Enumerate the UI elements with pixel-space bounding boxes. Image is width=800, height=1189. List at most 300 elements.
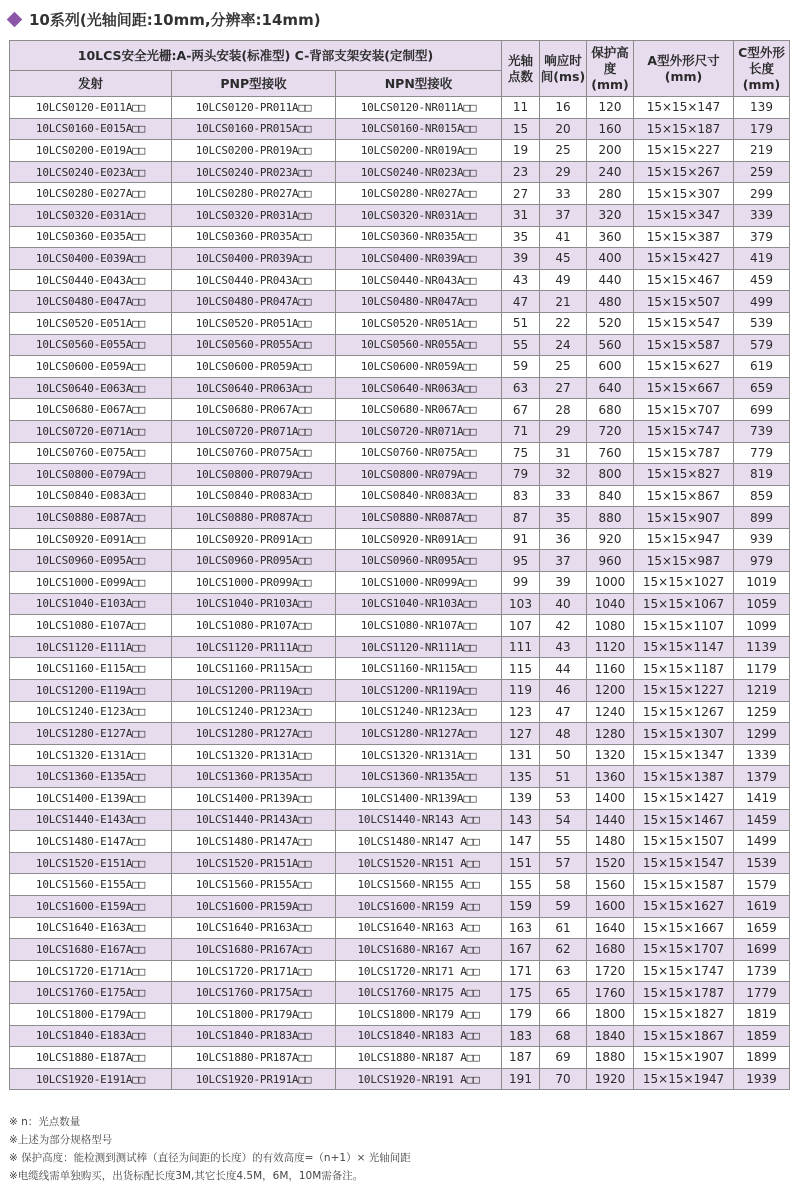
cell-response-time: 33	[540, 183, 587, 205]
cell-emitter-model: 10LCS0960-E095A□□	[10, 550, 172, 572]
table-row	[10, 485, 790, 507]
cell-a-size: 15×15×1147	[634, 636, 734, 658]
cell-response-time: 43	[540, 636, 587, 658]
cell-protect-height: 1080	[587, 615, 634, 637]
cell-npn-model: 10LCS1560-NR155 A□□	[336, 874, 502, 896]
cell-protect-height: 1120	[587, 636, 634, 658]
cell-pnp-model: 10LCS1720-PR171A□□	[172, 960, 336, 982]
cell-pnp-model: 10LCS0400-PR039A□□	[172, 248, 336, 270]
cell-a-size: 15×15×1787	[634, 982, 734, 1004]
footnote: ※上述为部分规格型号	[9, 1134, 113, 1146]
header-npn: NPN型接收	[336, 71, 502, 97]
cell-response-time: 29	[540, 420, 587, 442]
cell-protect-height: 1320	[587, 744, 634, 766]
header-c-length: C型外形长度(mm)	[734, 41, 790, 97]
cell-c-length: 459	[734, 269, 790, 291]
cell-response-time: 45	[540, 248, 587, 270]
cell-protect-height: 1480	[587, 831, 634, 853]
table-row	[10, 377, 790, 399]
cell-c-length: 1819	[734, 1003, 790, 1025]
cell-npn-model: 10LCS1280-NR127A□□	[336, 723, 502, 745]
cell-pnp-model: 10LCS1320-PR131A□□	[172, 744, 336, 766]
cell-points: 187	[502, 1047, 540, 1069]
spec-table	[9, 40, 790, 1090]
cell-pnp-model: 10LCS0800-PR079A□□	[172, 464, 336, 486]
cell-pnp-model: 10LCS0840-PR083A□□	[172, 485, 336, 507]
cell-c-length: 179	[734, 118, 790, 140]
cell-emitter-model: 10LCS0120-E011A□□	[10, 97, 172, 119]
cell-npn-model: 10LCS0920-NR091A□□	[336, 528, 502, 550]
table-row	[10, 960, 790, 982]
cell-protect-height: 1640	[587, 917, 634, 939]
footnote: ※ 保护高度：能检测到测试棒（直径为间距的长度）的有效高度=（n+1）× 光轴间距	[9, 1152, 411, 1164]
cell-response-time: 24	[540, 334, 587, 356]
table-row	[10, 442, 790, 464]
cell-pnp-model: 10LCS1680-PR167A□□	[172, 939, 336, 961]
cell-points: 55	[502, 334, 540, 356]
cell-response-time: 50	[540, 744, 587, 766]
page-title	[6, 6, 321, 32]
cell-response-time: 21	[540, 291, 587, 313]
cell-a-size: 15×15×1827	[634, 1003, 734, 1025]
cell-pnp-model: 10LCS0920-PR091A□□	[172, 528, 336, 550]
cell-protect-height: 200	[587, 140, 634, 162]
cell-emitter-model: 10LCS1160-E115A□□	[10, 658, 172, 680]
cell-a-size: 15×15×1907	[634, 1047, 734, 1069]
cell-response-time: 25	[540, 356, 587, 378]
cell-a-size: 15×15×1427	[634, 788, 734, 810]
cell-protect-height: 880	[587, 507, 634, 529]
table-row	[10, 248, 790, 270]
cell-protect-height: 1800	[587, 1003, 634, 1025]
cell-pnp-model: 10LCS0520-PR051A□□	[172, 312, 336, 334]
cell-response-time: 33	[540, 485, 587, 507]
cell-a-size: 15×15×947	[634, 528, 734, 550]
cell-emitter-model: 10LCS0240-E023A□□	[10, 161, 172, 183]
cell-npn-model: 10LCS1040-NR103A□□	[336, 593, 502, 615]
cell-a-size: 15×15×1587	[634, 874, 734, 896]
cell-npn-model: 10LCS0680-NR067A□□	[336, 399, 502, 421]
cell-emitter-model: 10LCS1760-E175A□□	[10, 982, 172, 1004]
table-row	[10, 593, 790, 615]
cell-a-size: 15×15×1387	[634, 766, 734, 788]
cell-c-length: 419	[734, 248, 790, 270]
table-header	[10, 41, 790, 97]
cell-a-size: 15×15×1707	[634, 939, 734, 961]
cell-a-size: 15×15×1627	[634, 895, 734, 917]
cell-pnp-model: 10LCS1560-PR155A□□	[172, 874, 336, 896]
cell-response-time: 51	[540, 766, 587, 788]
cell-a-size: 15×15×227	[634, 140, 734, 162]
cell-a-size: 15×15×1667	[634, 917, 734, 939]
cell-response-time: 62	[540, 939, 587, 961]
cell-protect-height: 320	[587, 204, 634, 226]
cell-points: 183	[502, 1025, 540, 1047]
cell-pnp-model: 10LCS1520-PR151A□□	[172, 852, 336, 874]
cell-npn-model: 10LCS0880-NR087A□□	[336, 507, 502, 529]
cell-response-time: 65	[540, 982, 587, 1004]
cell-pnp-model: 10LCS1440-PR143A□□	[172, 809, 336, 831]
cell-protect-height: 560	[587, 334, 634, 356]
cell-pnp-model: 10LCS0880-PR087A□□	[172, 507, 336, 529]
cell-npn-model: 10LCS1200-NR119A□□	[336, 680, 502, 702]
table-row	[10, 1003, 790, 1025]
cell-pnp-model: 10LCS0320-PR031A□□	[172, 204, 336, 226]
cell-points: 167	[502, 939, 540, 961]
cell-emitter-model: 10LCS1360-E135A□□	[10, 766, 172, 788]
cell-npn-model: 10LCS1840-NR183 A□□	[336, 1025, 502, 1047]
table-row	[10, 1068, 790, 1090]
cell-response-time: 47	[540, 701, 587, 723]
cell-a-size: 15×15×747	[634, 420, 734, 442]
table-row	[10, 550, 790, 572]
cell-response-time: 63	[540, 960, 587, 982]
cell-protect-height: 1560	[587, 874, 634, 896]
cell-npn-model: 10LCS1680-NR167 A□□	[336, 939, 502, 961]
cell-npn-model: 10LCS0960-NR095A□□	[336, 550, 502, 572]
cell-emitter-model: 10LCS1520-E151A□□	[10, 852, 172, 874]
cell-response-time: 39	[540, 572, 587, 594]
cell-protect-height: 960	[587, 550, 634, 572]
cell-c-length: 1499	[734, 831, 790, 853]
cell-npn-model: 10LCS1720-NR171 A□□	[336, 960, 502, 982]
cell-a-size: 15×15×1307	[634, 723, 734, 745]
table-row	[10, 204, 790, 226]
cell-a-size: 15×15×267	[634, 161, 734, 183]
cell-protect-height: 1600	[587, 895, 634, 917]
table-row	[10, 701, 790, 723]
cell-a-size: 15×15×1467	[634, 809, 734, 831]
cell-c-length: 939	[734, 528, 790, 550]
cell-points: 147	[502, 831, 540, 853]
cell-c-length: 1659	[734, 917, 790, 939]
cell-response-time: 42	[540, 615, 587, 637]
cell-a-size: 15×15×347	[634, 204, 734, 226]
cell-npn-model: 10LCS0840-NR083A□□	[336, 485, 502, 507]
table-row	[10, 1025, 790, 1047]
cell-response-time: 61	[540, 917, 587, 939]
cell-protect-height: 1760	[587, 982, 634, 1004]
cell-pnp-model: 10LCS1480-PR147A□□	[172, 831, 336, 853]
cell-pnp-model: 10LCS0480-PR047A□□	[172, 291, 336, 313]
table-row	[10, 420, 790, 442]
header-protect-height: 保护高度(mm)	[587, 41, 634, 97]
cell-a-size: 15×15×867	[634, 485, 734, 507]
cell-protect-height: 360	[587, 226, 634, 248]
cell-npn-model: 10LCS1120-NR111A□□	[336, 636, 502, 658]
cell-emitter-model: 10LCS0520-E051A□□	[10, 312, 172, 334]
cell-pnp-model: 10LCS1600-PR159A□□	[172, 895, 336, 917]
cell-c-length: 1219	[734, 680, 790, 702]
table-row	[10, 809, 790, 831]
table-row	[10, 291, 790, 313]
cell-a-size: 15×15×147	[634, 97, 734, 119]
cell-a-size: 15×15×1267	[634, 701, 734, 723]
cell-protect-height: 1400	[587, 788, 634, 810]
table-row	[10, 895, 790, 917]
cell-points: 75	[502, 442, 540, 464]
cell-c-length: 1059	[734, 593, 790, 615]
cell-pnp-model: 10LCS1240-PR123A□□	[172, 701, 336, 723]
cell-protect-height: 1880	[587, 1047, 634, 1069]
cell-npn-model: 10LCS0400-NR039A□□	[336, 248, 502, 270]
cell-protect-height: 1680	[587, 939, 634, 961]
cell-a-size: 15×15×1547	[634, 852, 734, 874]
cell-c-length: 219	[734, 140, 790, 162]
cell-pnp-model: 10LCS1040-PR103A□□	[172, 593, 336, 615]
cell-emitter-model: 10LCS1840-E183A□□	[10, 1025, 172, 1047]
cell-emitter-model: 10LCS1320-E131A□□	[10, 744, 172, 766]
cell-protect-height: 440	[587, 269, 634, 291]
cell-response-time: 55	[540, 831, 587, 853]
cell-protect-height: 1240	[587, 701, 634, 723]
cell-npn-model: 10LCS0600-NR059A□□	[336, 356, 502, 378]
cell-pnp-model: 10LCS1080-PR107A□□	[172, 615, 336, 637]
cell-c-length: 779	[734, 442, 790, 464]
cell-response-time: 40	[540, 593, 587, 615]
cell-emitter-model: 10LCS0440-E043A□□	[10, 269, 172, 291]
cell-response-time: 37	[540, 550, 587, 572]
cell-npn-model: 10LCS0560-NR055A□□	[336, 334, 502, 356]
cell-response-time: 31	[540, 442, 587, 464]
cell-a-size: 15×15×787	[634, 442, 734, 464]
cell-pnp-model: 10LCS1160-PR115A□□	[172, 658, 336, 680]
cell-response-time: 70	[540, 1068, 587, 1090]
cell-protect-height: 600	[587, 356, 634, 378]
cell-emitter-model: 10LCS1000-E099A□□	[10, 572, 172, 594]
cell-c-length: 739	[734, 420, 790, 442]
cell-npn-model: 10LCS1920-NR191 A□□	[336, 1068, 502, 1090]
cell-npn-model: 10LCS1480-NR147 A□□	[336, 831, 502, 853]
cell-c-length: 1859	[734, 1025, 790, 1047]
table-row	[10, 788, 790, 810]
cell-pnp-model: 10LCS1280-PR127A□□	[172, 723, 336, 745]
cell-pnp-model: 10LCS1640-PR163A□□	[172, 917, 336, 939]
cell-c-length: 1939	[734, 1068, 790, 1090]
cell-c-length: 859	[734, 485, 790, 507]
table-row	[10, 982, 790, 1004]
cell-emitter-model: 10LCS1560-E155A□□	[10, 874, 172, 896]
cell-emitter-model: 10LCS0400-E039A□□	[10, 248, 172, 270]
cell-response-time: 54	[540, 809, 587, 831]
cell-points: 51	[502, 312, 540, 334]
cell-c-length: 1619	[734, 895, 790, 917]
table-row	[10, 917, 790, 939]
cell-emitter-model: 10LCS1480-E147A□□	[10, 831, 172, 853]
cell-points: 87	[502, 507, 540, 529]
cell-a-size: 15×15×547	[634, 312, 734, 334]
cell-emitter-model: 10LCS0680-E067A□□	[10, 399, 172, 421]
cell-points: 83	[502, 485, 540, 507]
cell-a-size: 15×15×707	[634, 399, 734, 421]
cell-points: 191	[502, 1068, 540, 1090]
cell-npn-model: 10LCS1080-NR107A□□	[336, 615, 502, 637]
cell-c-length: 1539	[734, 852, 790, 874]
cell-pnp-model: 10LCS0960-PR095A□□	[172, 550, 336, 572]
header-a-size: A型外形尺寸(mm)	[634, 41, 734, 97]
cell-response-time: 68	[540, 1025, 587, 1047]
cell-protect-height: 1720	[587, 960, 634, 982]
table-row	[10, 572, 790, 594]
table-row	[10, 464, 790, 486]
cell-protect-height: 720	[587, 420, 634, 442]
cell-emitter-model: 10LCS1120-E111A□□	[10, 636, 172, 658]
header-emitter: 发射	[10, 71, 172, 97]
cell-npn-model: 10LCS0280-NR027A□□	[336, 183, 502, 205]
cell-npn-model: 10LCS1640-NR163 A□□	[336, 917, 502, 939]
cell-npn-model: 10LCS0440-NR043A□□	[336, 269, 502, 291]
cell-response-time: 37	[540, 204, 587, 226]
cell-c-length: 339	[734, 204, 790, 226]
cell-a-size: 15×15×1347	[634, 744, 734, 766]
cell-emitter-model: 10LCS0280-E027A□□	[10, 183, 172, 205]
cell-npn-model: 10LCS0160-NR015A□□	[336, 118, 502, 140]
cell-protect-height: 840	[587, 485, 634, 507]
cell-a-size: 15×15×1227	[634, 680, 734, 702]
cell-points: 67	[502, 399, 540, 421]
cell-protect-height: 1920	[587, 1068, 634, 1090]
cell-protect-height: 280	[587, 183, 634, 205]
cell-npn-model: 10LCS0520-NR051A□□	[336, 312, 502, 334]
cell-emitter-model: 10LCS1280-E127A□□	[10, 723, 172, 745]
cell-emitter-model: 10LCS0840-E083A□□	[10, 485, 172, 507]
page-title-text: 10系列(光轴间距:10mm,分辨率:14mm)	[29, 10, 321, 29]
cell-emitter-model: 10LCS1080-E107A□□	[10, 615, 172, 637]
cell-points: 39	[502, 248, 540, 270]
cell-points: 127	[502, 723, 540, 745]
cell-points: 63	[502, 377, 540, 399]
table-row	[10, 161, 790, 183]
cell-npn-model: 10LCS0120-NR011A□□	[336, 97, 502, 119]
table-row	[10, 658, 790, 680]
cell-a-size: 15×15×1067	[634, 593, 734, 615]
cell-response-time: 16	[540, 97, 587, 119]
cell-protect-height: 1520	[587, 852, 634, 874]
footnote: ※ n：光点数量	[9, 1116, 81, 1128]
cell-protect-height: 480	[587, 291, 634, 313]
table-row	[10, 226, 790, 248]
cell-points: 119	[502, 680, 540, 702]
cell-points: 175	[502, 982, 540, 1004]
cell-npn-model: 10LCS1320-NR131A□□	[336, 744, 502, 766]
cell-c-length: 1579	[734, 874, 790, 896]
cell-response-time: 46	[540, 680, 587, 702]
cell-protect-height: 680	[587, 399, 634, 421]
table-row	[10, 852, 790, 874]
cell-c-length: 899	[734, 507, 790, 529]
cell-response-time: 28	[540, 399, 587, 421]
cell-npn-model: 10LCS1880-NR187 A□□	[336, 1047, 502, 1069]
cell-a-size: 15×15×987	[634, 550, 734, 572]
cell-points: 71	[502, 420, 540, 442]
cell-npn-model: 10LCS1800-NR179 A□□	[336, 1003, 502, 1025]
cell-npn-model: 10LCS0480-NR047A□□	[336, 291, 502, 313]
cell-response-time: 57	[540, 852, 587, 874]
cell-c-length: 579	[734, 334, 790, 356]
cell-protect-height: 1160	[587, 658, 634, 680]
cell-a-size: 15×15×907	[634, 507, 734, 529]
cell-protect-height: 160	[587, 118, 634, 140]
cell-c-length: 1699	[734, 939, 790, 961]
cell-a-size: 15×15×387	[634, 226, 734, 248]
cell-points: 179	[502, 1003, 540, 1025]
cell-protect-height: 640	[587, 377, 634, 399]
cell-a-size: 15×15×1507	[634, 831, 734, 853]
cell-pnp-model: 10LCS0360-PR035A□□	[172, 226, 336, 248]
table-row	[10, 140, 790, 162]
table-row	[10, 507, 790, 529]
cell-points: 155	[502, 874, 540, 896]
cell-points: 95	[502, 550, 540, 572]
cell-points: 139	[502, 788, 540, 810]
cell-pnp-model: 10LCS0280-PR027A□□	[172, 183, 336, 205]
cell-c-length: 1019	[734, 572, 790, 594]
cell-emitter-model: 10LCS1600-E159A□□	[10, 895, 172, 917]
cell-c-length: 1419	[734, 788, 790, 810]
cell-npn-model: 10LCS0640-NR063A□□	[336, 377, 502, 399]
cell-npn-model: 10LCS1000-NR099A□□	[336, 572, 502, 594]
cell-emitter-model: 10LCS0320-E031A□□	[10, 204, 172, 226]
cell-a-size: 15×15×1027	[634, 572, 734, 594]
table-row	[10, 680, 790, 702]
cell-points: 143	[502, 809, 540, 831]
cell-emitter-model: 10LCS1200-E119A□□	[10, 680, 172, 702]
cell-response-time: 49	[540, 269, 587, 291]
cell-points: 27	[502, 183, 540, 205]
table-row	[10, 636, 790, 658]
cell-pnp-model: 10LCS1920-PR191A□□	[172, 1068, 336, 1090]
cell-emitter-model: 10LCS0880-E087A□□	[10, 507, 172, 529]
cell-protect-height: 1440	[587, 809, 634, 831]
cell-a-size: 15×15×827	[634, 464, 734, 486]
cell-points: 107	[502, 615, 540, 637]
table-row	[10, 399, 790, 421]
table-row	[10, 939, 790, 961]
cell-response-time: 29	[540, 161, 587, 183]
cell-emitter-model: 10LCS0160-E015A□□	[10, 118, 172, 140]
cell-points: 59	[502, 356, 540, 378]
cell-npn-model: 10LCS0760-NR075A□□	[336, 442, 502, 464]
cell-response-time: 25	[540, 140, 587, 162]
cell-points: 15	[502, 118, 540, 140]
cell-c-length: 619	[734, 356, 790, 378]
cell-response-time: 27	[540, 377, 587, 399]
cell-points: 23	[502, 161, 540, 183]
cell-pnp-model: 10LCS0560-PR055A□□	[172, 334, 336, 356]
cell-emitter-model: 10LCS0640-E063A□□	[10, 377, 172, 399]
cell-npn-model: 10LCS0360-NR035A□□	[336, 226, 502, 248]
cell-response-time: 32	[540, 464, 587, 486]
cell-response-time: 48	[540, 723, 587, 745]
cell-pnp-model: 10LCS1200-PR119A□□	[172, 680, 336, 702]
cell-pnp-model: 10LCS0120-PR011A□□	[172, 97, 336, 119]
cell-pnp-model: 10LCS0600-PR059A□□	[172, 356, 336, 378]
cell-npn-model: 10LCS1400-NR139A□□	[336, 788, 502, 810]
cell-points: 91	[502, 528, 540, 550]
cell-c-length: 1299	[734, 723, 790, 745]
cell-npn-model: 10LCS0200-NR019A□□	[336, 140, 502, 162]
cell-response-time: 41	[540, 226, 587, 248]
table-row	[10, 1047, 790, 1069]
table-row	[10, 183, 790, 205]
cell-points: 159	[502, 895, 540, 917]
cell-emitter-model: 10LCS0720-E071A□□	[10, 420, 172, 442]
cell-pnp-model: 10LCS0160-PR015A□□	[172, 118, 336, 140]
table-row	[10, 831, 790, 853]
cell-points: 47	[502, 291, 540, 313]
cell-points: 111	[502, 636, 540, 658]
cell-a-size: 15×15×627	[634, 356, 734, 378]
